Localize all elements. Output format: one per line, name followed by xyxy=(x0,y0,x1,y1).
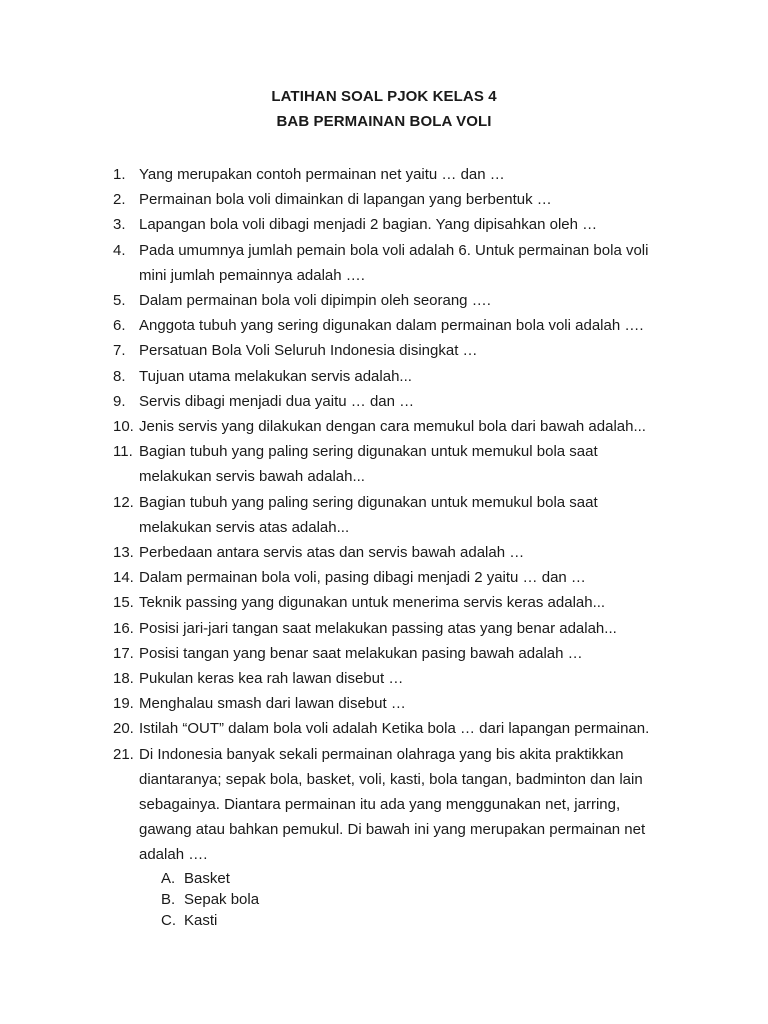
question-text: Bagian tubuh yang paling sering digunakan untuk memukul bola saat melakukan servis bawah adalah... xyxy=(139,443,598,486)
question-item xyxy=(113,187,673,212)
answer-option xyxy=(161,868,673,889)
question-number: 10. xyxy=(113,418,134,436)
question-number: 17. xyxy=(113,644,134,662)
answer-options xyxy=(139,868,673,931)
question-number: 20. xyxy=(113,720,134,738)
question-item xyxy=(113,691,673,716)
question-number: 21. xyxy=(113,745,134,763)
question-item xyxy=(113,288,673,313)
question-number: 2. xyxy=(113,191,126,209)
question-number: 6. xyxy=(113,317,126,335)
document-subtitle: BAB PERMAINAN BOLA VOLI xyxy=(276,113,492,130)
question-item xyxy=(113,565,673,590)
question-text: Posisi tangan yang benar saat melakukan pasing bawah adalah … xyxy=(139,644,583,662)
question-text: Bagian tubuh yang paling sering digunakan untuk memukul bola saat melakukan servis atas adalah... xyxy=(139,493,598,536)
question-text: Istilah “OUT” dalam bola voli adalah Ketika bola … dari lapangan permainan. xyxy=(139,720,650,738)
question-number: 19. xyxy=(113,695,134,713)
question-item xyxy=(113,716,673,741)
question-number: 14. xyxy=(113,569,134,587)
question-item xyxy=(113,439,673,489)
question-number: 8. xyxy=(113,367,126,385)
question-item xyxy=(113,490,673,540)
question-item xyxy=(113,212,673,237)
question-item xyxy=(113,666,673,691)
question-item xyxy=(113,616,673,641)
question-number: 9. xyxy=(113,392,126,410)
option-text: Sepak bola xyxy=(184,890,260,908)
question-number: 12. xyxy=(113,493,134,511)
question-number: 3. xyxy=(113,216,126,234)
question-text: Permainan bola voli dimainkan di lapangan yang berbentuk … xyxy=(139,191,552,209)
question-item xyxy=(113,364,673,389)
question-text: Teknik passing yang digunakan untuk menerima servis keras adalah... xyxy=(139,594,606,612)
question-text: Dalam permainan bola voli, pasing dibagi menjadi 2 yaitu … dan … xyxy=(139,569,586,587)
question-item xyxy=(113,742,673,931)
question-number: 18. xyxy=(113,670,134,688)
question-number: 7. xyxy=(113,342,126,360)
option-letter: B. xyxy=(161,890,176,908)
question-item xyxy=(113,540,673,565)
question-text: Posisi jari-jari tangan saat melakukan passing atas yang benar adalah... xyxy=(139,619,617,637)
question-item xyxy=(113,414,673,439)
question-item xyxy=(113,338,673,363)
question-number: 16. xyxy=(113,619,134,637)
answer-option xyxy=(161,910,673,931)
question-item xyxy=(113,389,673,414)
answer-option xyxy=(161,889,673,910)
question-number: 13. xyxy=(113,544,134,562)
question-text: Dalam permainan bola voli dipimpin oleh seorang …. xyxy=(139,292,491,310)
question-number: 4. xyxy=(113,241,126,259)
option-text: Kasti xyxy=(184,911,218,929)
question-text: Jenis servis yang dilakukan dengan cara memukul bola dari bawah adalah... xyxy=(139,418,646,436)
question-text: Menghalau smash dari lawan disebut … xyxy=(139,695,406,713)
question-number: 15. xyxy=(113,594,134,612)
question-text: Servis dibagi menjadi dua yaitu … dan … xyxy=(139,392,415,410)
question-item xyxy=(113,641,673,666)
option-letter: A. xyxy=(161,869,176,887)
option-text: Basket xyxy=(184,869,230,887)
question-text: Perbedaan antara servis atas dan servis bawah adalah … xyxy=(139,544,525,562)
question-text: Di Indonesia banyak sekali permainan olahraga yang bis akita praktikkan diantaranya; sepak bola, basket, voli, kasti, bola tangan, badminton dan lain sebagainya. Diantara permainan itu ada yang menggunakan net, jarring, gawang atau bahkan pemukul. Di bawah ini yang merupakan permainan net adalah …. xyxy=(139,745,646,864)
question-number: 1. xyxy=(113,166,126,183)
question-text: Yang merupakan contoh permainan net yaitu … dan … xyxy=(139,166,505,183)
question-text: Persatuan Bola Voli Seluruh Indonesia disingkat … xyxy=(139,342,478,360)
question-list xyxy=(113,162,673,931)
option-letter: C. xyxy=(161,911,176,929)
question-item xyxy=(113,238,673,288)
question-number: 5. xyxy=(113,292,126,310)
question-item xyxy=(113,590,673,615)
question-item xyxy=(113,162,673,187)
question-text: Lapangan bola voli dibagi menjadi 2 bagian. Yang dipisahkan oleh … xyxy=(139,216,598,234)
question-text: Pukulan keras kea rah lawan disebut … xyxy=(139,670,404,688)
question-item xyxy=(113,313,673,338)
question-number: 11. xyxy=(113,443,133,461)
document-title: LATIHAN SOAL PJOK KELAS 4 xyxy=(271,88,497,105)
question-text: Tujuan utama melakukan servis adalah... xyxy=(139,367,412,385)
question-text: Pada umumnya jumlah pemain bola voli adalah 6. Untuk permainan bola voli mini jumlah pemainnya adalah …. xyxy=(139,241,649,284)
question-text: Anggota tubuh yang sering digunakan dalam permainan bola voli adalah …. xyxy=(139,317,644,335)
